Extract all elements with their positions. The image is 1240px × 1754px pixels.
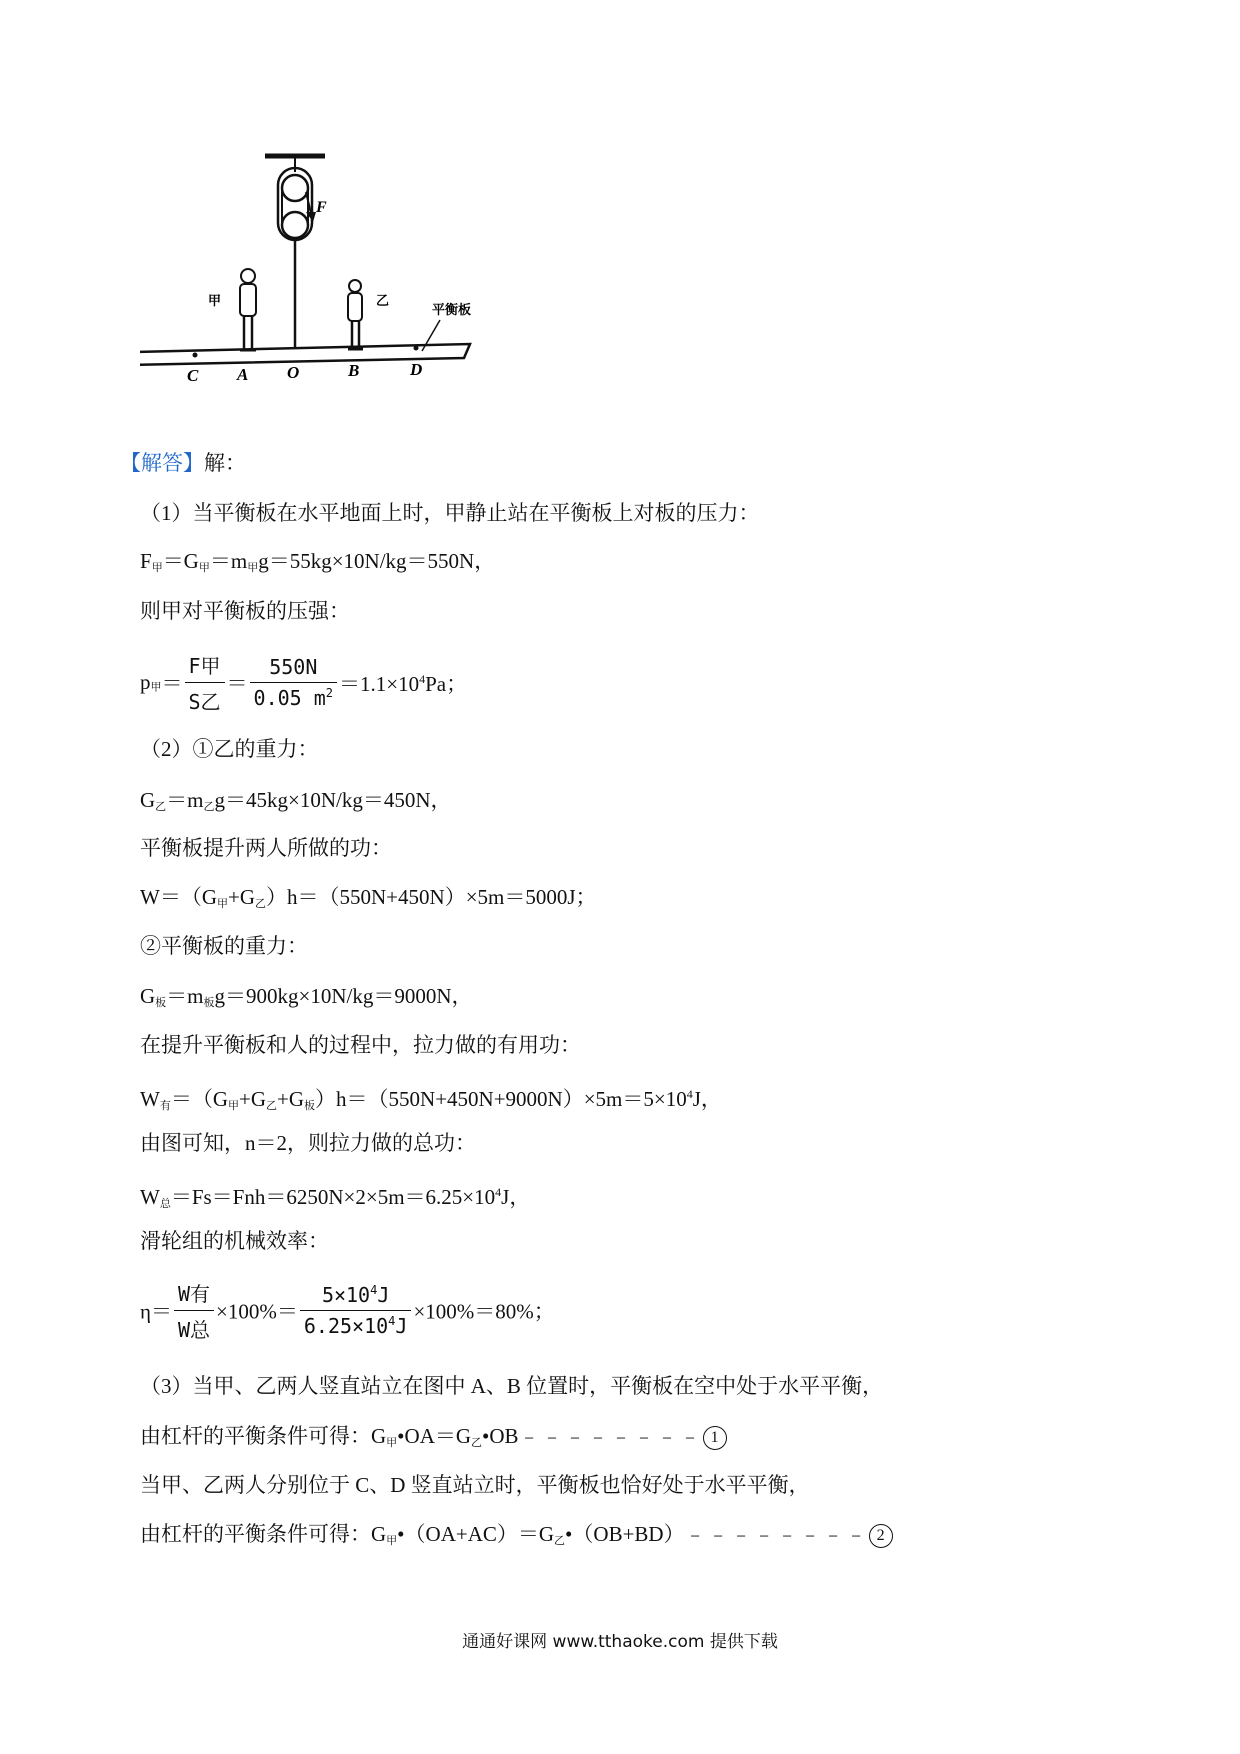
answer-line-10: $G_板=m_板g=900kg\times 10N/kg=9000N$， (140, 984, 473, 1009)
answer-line-1: （1）当平衡板在水平地面上时，甲静止站在平衡板上对板的压力： (140, 501, 760, 525)
point-d-dot (414, 346, 419, 351)
person-jia-label: 甲 (208, 294, 222, 309)
point-label-o: O (287, 363, 300, 382)
point-label-d: D (410, 360, 423, 379)
answer-line-13: 由图可知，n＝2，则拉力做的总功： (140, 1131, 476, 1155)
answer-line-20: 由杠杆的平衡条件可得：$G_甲•(OA+AC)=G_乙•(OB+BD)﹣﹣﹣﹣﹣﹣﹣﹣$ 2 (140, 1519, 893, 1556)
page-footer: 通通好课网 www.tthaoke.com 提供下载 (462, 1632, 778, 1652)
person-yi-figure (348, 280, 363, 349)
answer-label: 【解答】 (120, 451, 204, 475)
answer-line-5: （2）①乙的重力： (140, 737, 319, 761)
answer-line-12: $W_有=(G_甲+G_乙+G_板)h=(550N+450N+9000N)\times 5m=5\times 10^4J$， (140, 1087, 722, 1112)
answer-line-7: 平衡板提升两人所做的功： (140, 836, 392, 860)
efficiency-fraction-symbolic: $\frac{\text{W有}}{\text{W总}}$ (174, 1278, 214, 1343)
answer-line-14: $W_总=Fs=Fnh=6250N\times 2\times 5m=6.25\times 10^4J$， (140, 1185, 531, 1210)
pressure-fraction-symbolic: $\frac{\text{F甲}}{\text{S乙}}$ (185, 650, 225, 715)
point-label-a: A (237, 365, 249, 384)
point-label-c: C (187, 366, 199, 385)
point-c-dot (193, 353, 198, 358)
board-label: 平衡板 (432, 303, 472, 318)
answer-line-11: 在提升平衡板和人的过程中，拉力做的有用功： (140, 1033, 581, 1057)
answer-heading (120, 448, 246, 478)
answer-line-19: 当甲、乙两人分别位于 C、D 竖直站立时，平衡板也恰好处于水平平衡， (140, 1473, 810, 1497)
answer-line-9: ②平衡板的重力： (140, 934, 308, 958)
movable-pulley (282, 212, 308, 238)
person-yi-label: 乙 (376, 294, 390, 309)
answer-line-3: 则甲对平衡板的压强： (140, 599, 350, 623)
pressure-fraction-numeric: $\frac{550N}{0.05 m^2}$ (250, 655, 337, 710)
answer-intro: 解： (204, 451, 246, 475)
pulley-lever-diagram (140, 150, 540, 440)
answer-line-4-pressure-formula: $p_甲=$ $\frac{\text{F甲}}{\text{S乙}}$ ＝ $\frac{550N}{0.05 m^2}$ $=1.1\times 10^4Pa$； (140, 650, 467, 715)
answer-line-8: $W=(G_甲+G_乙)h=(550N+450N)\times 5m=5000J$； (140, 885, 597, 910)
person-jia-figure (240, 269, 256, 350)
fixed-pulley (282, 175, 308, 201)
equation-number-2: 2 (869, 1524, 893, 1548)
answer-line-15: 滑轮组的机械效率： (140, 1229, 329, 1253)
answer-line-18: 由杠杆的平衡条件可得：$G_甲•OA=G_乙•OB﹣﹣﹣﹣﹣﹣﹣﹣$ 1 (140, 1421, 727, 1458)
efficiency-fraction-numeric: $\frac{5\times 10^4J}{6.25\times 10^4J}$ (300, 1283, 412, 1338)
force-label: F (316, 199, 327, 216)
answer-line-6: $G_乙=m_乙g=45kg\times 10N/kg=450N$， (140, 788, 452, 813)
equation-number-1: 1 (703, 1426, 727, 1450)
answer-line-16-efficiency-formula: η＝ $\frac{\text{W有}}{\text{W总}}$ ×100%＝ $\frac{5\times 10^4J}{6.25\times 10^4J}$ ×100%＝80%； (140, 1278, 555, 1343)
answer-line-2: $F_甲=G_甲=m_甲g=55kg\times 10N/kg=550N$， (140, 549, 496, 574)
point-label-b: B (348, 361, 360, 380)
answer-line-17: （3）当甲、乙两人竖直站立在图中 A、B 位置时，平衡板在空中处于水平平衡， (140, 1374, 884, 1398)
